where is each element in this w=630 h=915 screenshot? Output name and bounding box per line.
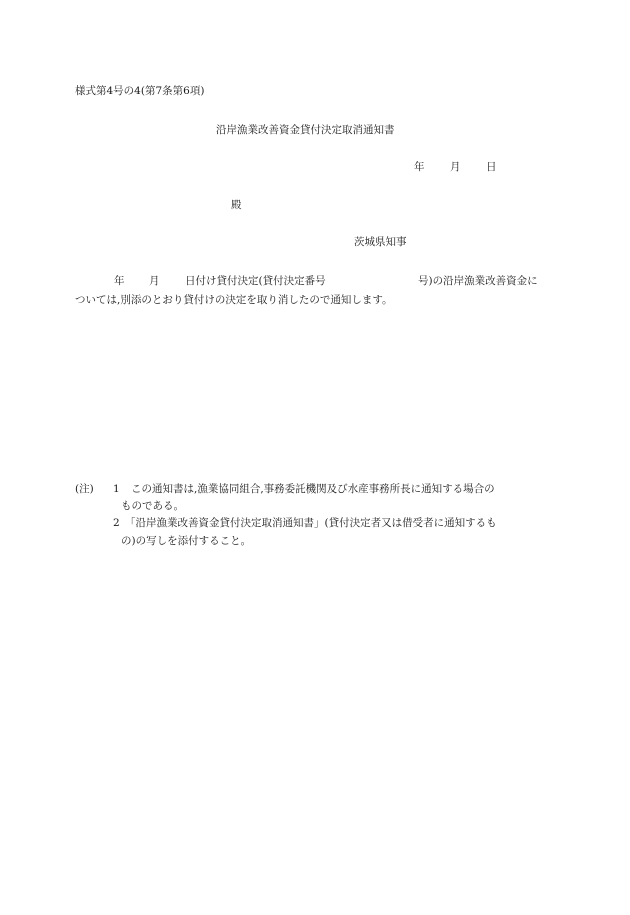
form-number: 様式第4号の4(第7条第6項) bbox=[75, 85, 205, 97]
note-2-number: 2 bbox=[113, 517, 120, 529]
date-year-label: 年 bbox=[414, 161, 425, 173]
note-1-line-2: ものである。 bbox=[121, 500, 184, 512]
notes-label: (注) bbox=[75, 483, 94, 495]
date-day-label: 日 bbox=[486, 161, 497, 173]
body-year-label: 年 bbox=[114, 275, 125, 287]
note-1-line-1: この通知書は,漁業協同組合,事務委託機関及び水産事務所長に通知する場合の bbox=[131, 483, 495, 495]
date-month-label: 月 bbox=[450, 161, 461, 173]
document-title: 沿岸漁業改善資金貸付決定取消通知書 bbox=[216, 124, 395, 136]
note-2-line-2: の)の写しを添付すること。 bbox=[121, 535, 252, 547]
body-text-after-date: 日付け貸付決定(貸付決定番号 bbox=[185, 275, 326, 287]
body-text-after-number: 号)の沿岸漁業改善資金に bbox=[418, 275, 538, 287]
note-1-number: 1 bbox=[113, 483, 120, 495]
body-line-2: ついては,別添のとおり貸付けの決定を取り消したので通知します。 bbox=[75, 294, 393, 306]
addressee-suffix: 殿 bbox=[231, 199, 242, 211]
note-2-line-1: 「沿岸漁業改善資金貸付決定取消通知書」(貸付決定者又は借受者に通知するも bbox=[125, 517, 497, 529]
body-month-label: 月 bbox=[149, 275, 160, 287]
sender: 茨城県知事 bbox=[354, 236, 407, 248]
